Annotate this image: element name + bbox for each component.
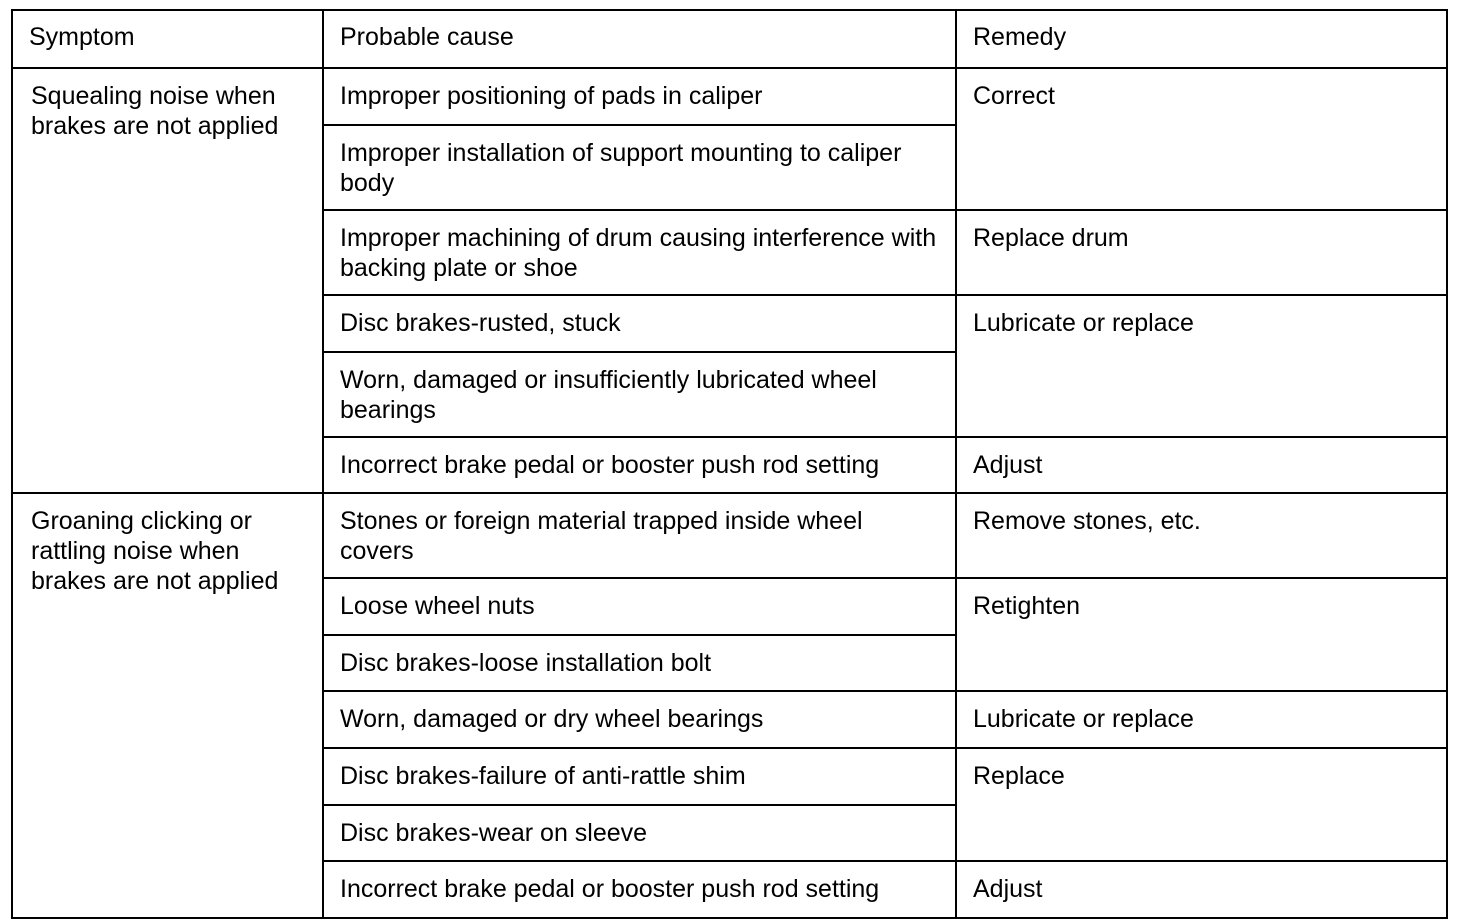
troubleshooting-table-wrapper: [11, 9, 1448, 919]
cause-cell: Disc brakes-failure of anti-rattle shim: [323, 748, 956, 805]
table-row: [12, 68, 1447, 125]
header-remedy: Remedy: [956, 10, 1447, 68]
remedy-cell: Remove stones, etc.: [956, 493, 1447, 578]
remedy-cell: Replace drum: [956, 210, 1447, 295]
header-row: [12, 10, 1447, 68]
remedy-cell: Lubricate or replace: [956, 691, 1447, 748]
cause-cell: Stones or foreign material trapped inside wheel covers: [323, 493, 956, 578]
header-symptom: Symptom: [12, 10, 323, 68]
troubleshooting-table: [11, 9, 1448, 919]
cause-cell: Disc brakes-loose installation bolt: [323, 635, 956, 691]
remedy-cell: Adjust: [956, 861, 1447, 918]
remedy-cell: Retighten: [956, 578, 1447, 691]
cause-cell: Disc brakes-wear on sleeve: [323, 805, 956, 861]
remedy-cell: Replace: [956, 748, 1447, 861]
header-probable-cause: Probable cause: [323, 10, 956, 68]
cause-cell: Improper installation of support mounting to caliper body: [323, 125, 956, 210]
symptom-cell: Groaning clicking or rattling noise when brakes are not applied: [12, 493, 323, 918]
cause-cell: Improper positioning of pads in caliper: [323, 68, 956, 125]
table-row: [12, 493, 1447, 578]
remedy-cell: Adjust: [956, 437, 1447, 493]
cause-cell: Incorrect brake pedal or booster push rod setting: [323, 437, 956, 493]
remedy-cell: Correct: [956, 68, 1447, 210]
cause-cell: Worn, damaged or insufficiently lubricated wheel bearings: [323, 352, 956, 437]
cause-cell: Incorrect brake pedal or booster push rod setting: [323, 861, 956, 918]
cause-cell: Disc brakes-rusted, stuck: [323, 295, 956, 352]
cause-cell: Improper machining of drum causing interference with backing plate or shoe: [323, 210, 956, 295]
cause-cell: Loose wheel nuts: [323, 578, 956, 635]
remedy-cell: Lubricate or replace: [956, 295, 1447, 437]
symptom-cell: Squealing noise when brakes are not applied: [12, 68, 323, 493]
cause-cell: Worn, damaged or dry wheel bearings: [323, 691, 956, 748]
